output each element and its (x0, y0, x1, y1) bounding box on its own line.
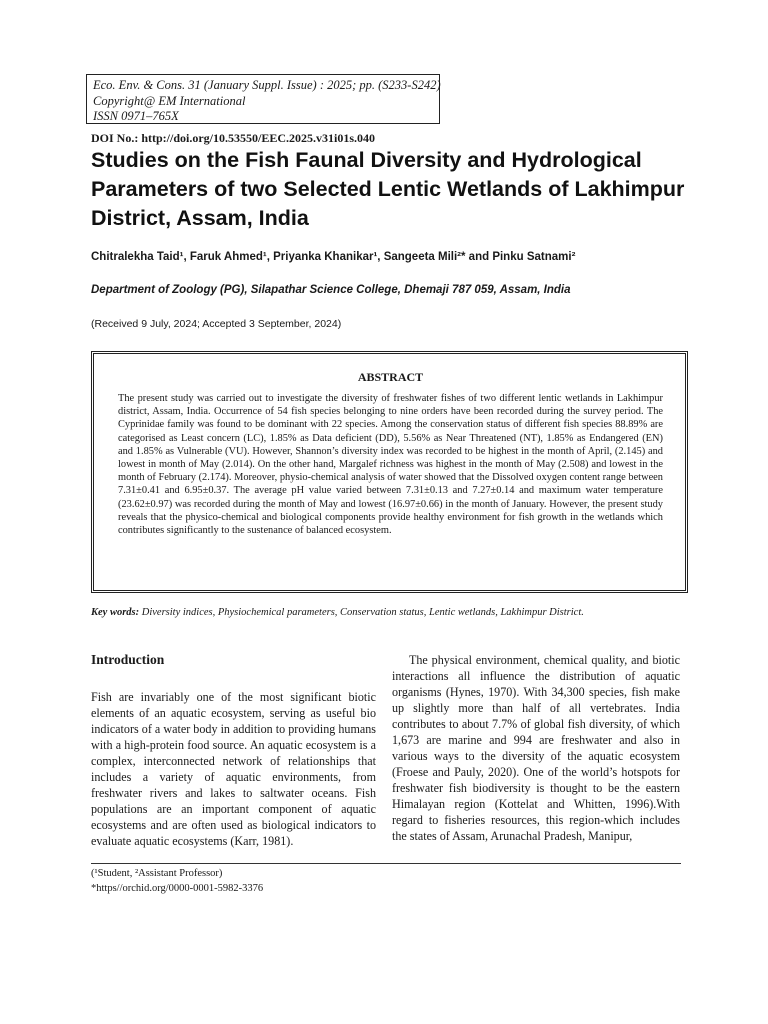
doi-line[interactable]: DOI No.: http://doi.org/10.53550/EEC.2025.v31i01s.040 (91, 131, 376, 145)
right-column (392, 652, 680, 844)
received-dates: (Received 9 July, 2024; Accepted 3 September, 2024) (91, 318, 342, 330)
abstract-text: The present study was carried out to investigate the diversity of freshwater fishes of two different lentic wetlands in Lakhimpur district, Assam, India. Occurrence of 54 fish species belonging to nine orders have been recorded during the survey period. The Cyprinidae family was found to be dominant with 22 species. Among the conservation status of different fish species 88.89% are categorised as Least concern (LC), 1.85% as Data deficient (DD), 5.56% as Near Threatened (NT), 1.85% as Endangered (EN) and 1.85% as Vulnerable (VU). However, Shannon’s diversity index was recorded to be highest in the month of April, (2.145) and lowest in month of May (2.014). On the other hand, Margalef richness was highest in the month of May (2.508) and lowest in the month of February (2.174). Moreover, physio-chemical analysis of water showed that the Dissolved oxygen content range between 7.31±0.41 and 6.95±0.37. The average pH value varied between 7.31±0.13 and 7.27±0.14 and maximum water temperature (23.62±0.97) was recorded during the month of May and lowest (16.97±0.66) in the month of January. However, the present study reveals that the physico-chemical and biological components provide healthy environment for fish growth in the wetlands which contributes significantly to the sustenance of balanced ecosystem. (118, 393, 663, 537)
journal-copyright: Copyright@ EM International (93, 93, 246, 108)
footnote-author-roles: (¹Student, ²Assistant Professor) (91, 868, 223, 879)
journal-info-box (86, 74, 440, 124)
affiliation: Department of Zoology (PG), Silapathar Science College, Dhemaji 787 059, Assam, India (91, 284, 571, 296)
introduction-heading: Introduction (91, 652, 165, 667)
journal-issn: ISSN 0971–765X (93, 109, 179, 123)
introduction-paragraph-1: Fish are invariably one of the most significant biotic elements of an aquatic ecosystem, serving as useful bio indicators of a water body in addition to providing humans with a high-protein food source. An aquatic ecosystem is a complex, interconnected network of relationships that includes a variety of aquatic environments, from freshwater rivers and lakes to saltwater oceans. Fish populations are an important component of aquatic ecosystems and are often used as biological indicators to evaluate aquatic ecosystems (Karr, 1981). (91, 690, 376, 848)
introduction-paragraph-2: The physical environment, chemical quality, and biotic interactions all influence the distribution of aquatic organisms (Hynes, 1970). With 34,300 species, fish make up slightly more than half of all vertebrates. India contributes to about 7.7% of global fish diversity, of which 1,673 are marine and 994 are freshwater and also in various ways to the diversity of the aquatic ecosystem (Froese and Pauly, 2020). One of the world’s hotspots for freshwater fish biodiversity is thought to be the eastern Himalayan region (Kottelat and Whitten, 1996).With regard to fisheries resources, this region-which includes the states of Assam, Arunachal Pradesh, Manipur, (392, 653, 680, 843)
footnotes (91, 867, 263, 896)
footnote-orcid[interactable]: *https//orchid.org/0000-0001-5982-3376 (91, 882, 264, 894)
abstract-heading: ABSTRACT (357, 370, 424, 384)
abstract-box (91, 351, 688, 593)
keywords-label: Key words: (91, 607, 140, 618)
footnote-divider (91, 863, 681, 864)
paper-title: Studies on the Fish Faunal Diversity and Hydrological Parameters of two Selected Lentic Wetlands of Lakhimpur District, Assam, India (91, 148, 685, 230)
journal-citation: Eco. Env. & Cons. 31 (January Suppl. Issue) : 2025; pp. (S233-S242) (93, 78, 441, 92)
keywords-text: Diversity indices, Physiochemical parameters, Conservation status, Lentic wetlands, Lakhimpur District. (141, 607, 584, 618)
author-list: Chitralekha Taid¹, Faruk Ahmed¹, Priyanka Khanikar¹, Sangeeta Mili²* and Pinku Satnami² (91, 251, 576, 263)
left-column (91, 652, 376, 849)
keywords (91, 607, 584, 618)
